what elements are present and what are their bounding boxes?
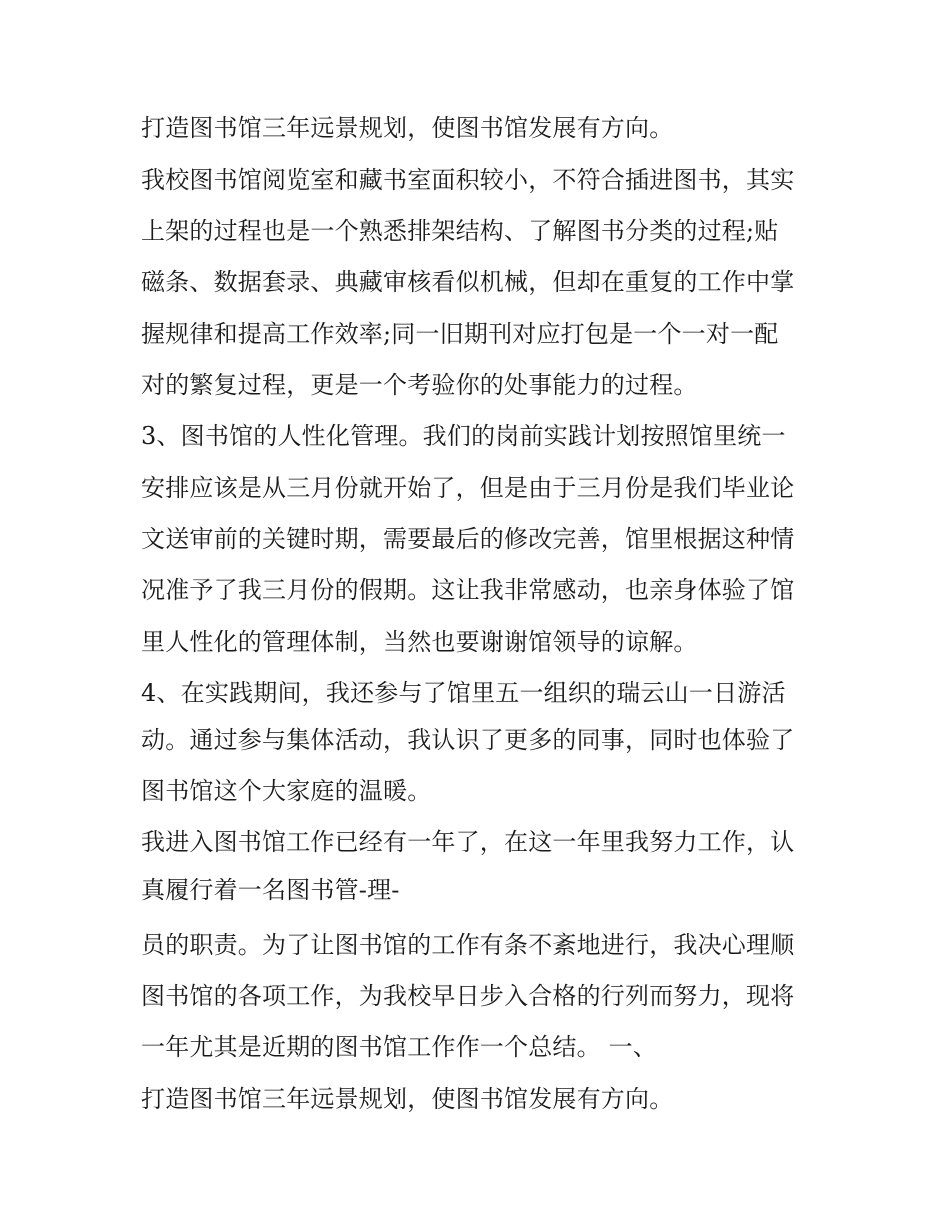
text-line: 图书馆这个大家庭的温暖。 (141, 777, 432, 805)
text-line: 对的繁复过程，更是一个考验你的处事能力的过程。 (141, 371, 698, 399)
text-line: 真履行着一名图书管-理- (141, 876, 400, 904)
text-line: 一年尤其是近期的图书馆工作作一个总结。 一、 (141, 1033, 658, 1061)
text-line: 3、图书馆的人性化管理。我们的岗前实践计划按照馆里统一 (141, 422, 786, 450)
text-line: 我校图书馆阅览室和藏书室面积较小，不符合插进图书，其实 (141, 166, 795, 194)
text-line: 文送审前的关键时期，需要最后的修改完善，馆里根据这种情 (141, 525, 795, 553)
text-line: 图书馆的各项工作，为我校早日步入合格的行列而努力，现将 (141, 982, 795, 1010)
text-line: 动。通过参与集体活动，我认识了更多的同事，同时也体验了 (141, 726, 795, 754)
text-line: 安排应该是从三月份就开始了，但是由于三月份是我们毕业论 (141, 474, 795, 502)
text-line: 上架的过程也是一个熟悉排架结构、了解图书分类的过程;贴 (141, 217, 779, 245)
text-line: 员的职责。为了让图书馆的工作有条不紊地进行，我决心理顺 (141, 931, 795, 959)
text-line: 我进入图书馆工作已经有一年了，在这一年里我努力工作，认 (141, 828, 795, 856)
text-line: 况准予了我三月份的假期。这让我非常感动，也亲身体验了馆 (141, 576, 795, 604)
text-line: 磁条、数据套录、典藏审核看似机械，但却在重复的工作中掌 (141, 268, 795, 296)
text-line: 打造图书馆三年远景规划，使图书馆发展有方向。 (141, 1085, 674, 1113)
text-line: 打造图书馆三年远景规划，使图书馆发展有方向。 (141, 114, 674, 142)
text-line: 里人性化的管理体制，当然也要谢谢馆领导的谅解。 (141, 628, 698, 656)
text-line: 握规律和提高工作效率;同一旧期刊对应打包是一个一对一配 (141, 320, 779, 348)
text-line: 4、在实践期间，我还参与了馆里五一组织的瑞云山一日游活 (141, 679, 786, 707)
